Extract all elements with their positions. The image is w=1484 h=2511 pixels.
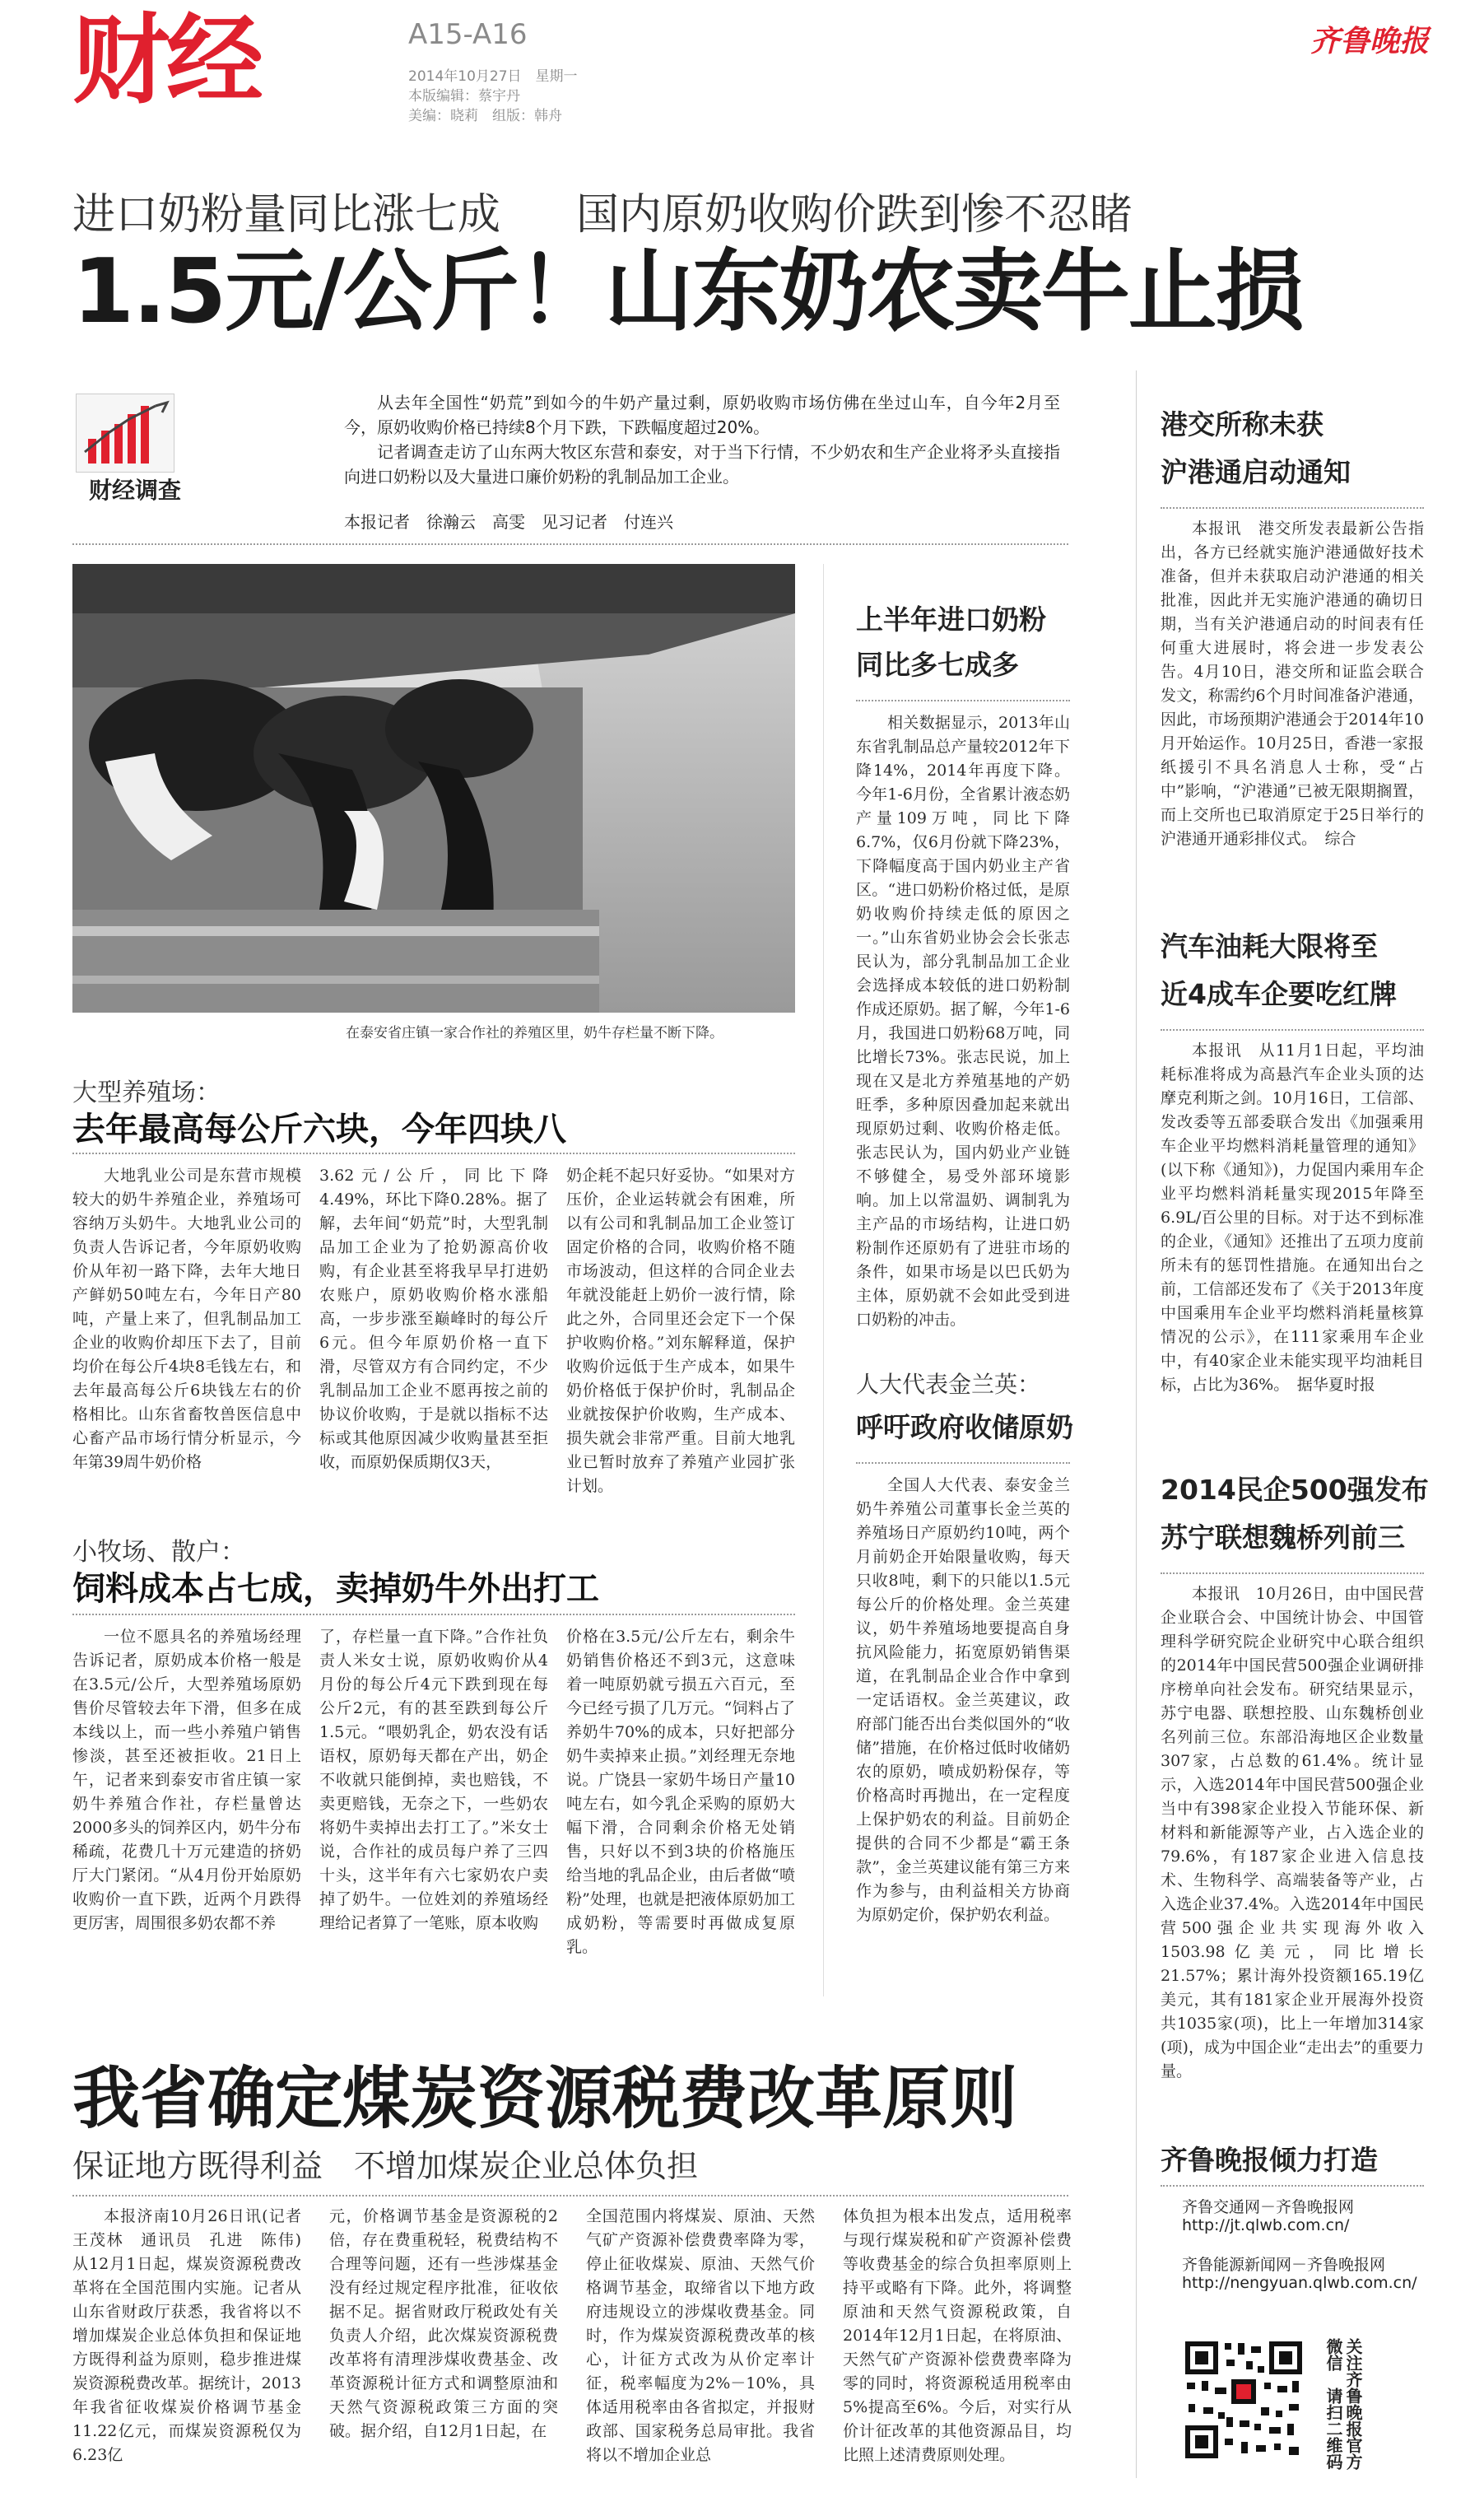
article-paragraph: 本报讯 港交所发表最新公告指出，各方已经就实施沪港通做好技术准备，但并未获取启动沪港通的相关批准，因此并无实施沪港通的确切日期，当有关沪港通启动的时间表有任何重大进展时，将会进一步发表公告。4月10日，港交所和证监会联合发文，称需约6个月时间准备沪港通，因此，市场预期沪港通会于2014年10月开始运作。10月25日，香港一家报纸援引不具名消息人士称，受“占中”影响，“沪港通”已被无限期搁置，而上交所也已取消原定于25日举行的沪港通开通彩排仪式。 综合 [1161,519,1424,848]
lead-byline: 本报记者 徐瀚云 高雯 见习记者 付连兴 [344,512,673,532]
article-column [566,1625,795,1987]
article-paragraph: 奶企耗不起只好妥协。“如果对方压价，企业运转就会有困难，所以有公司和乳制品加工企业签订固定价格的合同，收购价格不随市场波动，但这样的合同企业去年就没能赶上奶价一波行情，除此之外，合同里还会定下一个保护收购价格。”刘东解释道，保护收购价远低于生产成本，如果牛奶价格低于保护价时，乳制品企业就按保护价收购，生产成本、损失就会非常严重。目前大地乳业已暂时放弃了养殖产业园扩张计划。 [566,1167,795,1495]
survey-label: 财经调查 [89,477,182,504]
article-paragraph: 本报讯 从11月1日起，平均油耗标准将成为高悬汽车企业头顶的达摩克利斯之剑。10月16日，工信部、发改委等五部委联合发出《加强乘用车企业平均燃料消耗量管理的通知》(以下称《通知》)，力促国内乘用车企业平均燃料消耗量实现2015年降至6.9L/百公里的目标。对于达不到标准的企业，《通知》还推出了五项力度前所未有的惩罚性措施。在通知出台之前，工信部还发布了《关于2013年度中国乘用车企业平均燃料消耗量核算情况的公示》，在111家乘用车企业中，有40家企业未能实现平均油耗目标，占比为36%。 据华夏时报 [1161,1041,1424,1394]
article-column [329,2205,558,2493]
divider [72,1153,795,1154]
lead-headline: 1.5元/公斤！山东奶农卖牛止损 [72,240,1303,343]
article-paragraph: 3.62元/公斤，同比下降4.49%，环比下降0.28%。据了解，去年间“奶荒”时，大型乳制品加工企业为了抢奶源高价收购，有企业甚至将我早早打进奶农账户，原奶收购价格水涨船高，一步步涨至巅峰时的每公斤6元。但今年原奶价格一直下滑，尽管双方有合同约定，不少乳制品加工企业不愿再按之前的协议价收购，于是就以指标不达标或其他原因减少收购量甚至拒收，而原奶保质期仅3天， [319,1167,548,1471]
article-column [72,1164,301,1493]
divider [1161,2185,1424,2187]
article-column [319,1625,548,1987]
issue-date: 2014年10月27日 星期一 [408,68,578,85]
divider [1161,507,1424,509]
article-column [843,2205,1072,2493]
brief-title: 苏宁联想魏桥列前三 [1161,1521,1405,1554]
divider [72,2195,1068,2197]
promo-title: 齐鲁晚报倾力打造 [1161,2144,1378,2176]
article-paragraph: 本报讯 10月26日，由中国民营企业联合会、中国统计协会、中国管理科学研究院企业研究中心联合组织的2014年中国民营500强企业调研排序榜单向社会发布。研究结果显示，苏宁电器、联想控股、山东魏桥创业名列前三位。东部沿海地区企业数量307家，占总数的61.4%。统计显示，入选2014年中国民营500强企业当中有398家企业投入节能环保、新材料和新能源等产业，占入选企业的79.6%，有187家企业进入信息技术、生物科学、高端装备等产业，占入选企业37.4%。入选2014年中国民营500强企业共实现海外收入1503.98亿美元，同比增长21.57%；累计海外投资额165.19亿美元，其有181家企业开展海外投资共1035家(项)，比上一年增加314家(项)，成为中国企业“走出去”的重要力量。 [1161,1585,1424,2080]
qr-caption: 关注齐鲁晚报官方微信 请扫二维码 [1324,2338,1363,2470]
brief-title: 近4成车企要吃红牌 [1161,978,1397,1010]
coal-subhead: 保证地方既得利益 不增加煤炭企业总体负担 [72,2148,699,2184]
sidebar-title: 呼吁政府收储原奶 [856,1411,1073,1443]
section-title: 财经 [72,3,261,117]
sidebar-kicker: 人大代表金兰英： [856,1371,1041,1398]
promo-url[interactable]: http://jt.qlwb.com.cn/ [1182,2216,1350,2234]
section-title: 饲料成本占七成，卖掉奶牛外出打工 [72,1570,599,1608]
article-paragraph: 价格在3.5元/公斤左右，剩余牛奶销售价格还不到3元，这意味着一吨原奶就亏损五六百元，至今已经亏损了几万元。“饲料占了养奶牛70%的成本，只好把部分奶牛卖掉来止损。”刘经理无奈地说。广饶县一家奶牛场日产量10吨左右，如今乳企采购的原奶大幅下滑，合同剩余价格无处销售，只好以不到3块的价格施压给当地的乳品企业，由后者做“喷粉”处理，也就是把液体原奶加工成奶粉，等需要时再做成复原乳。 [566,1628,795,1956]
brief-title: 港交所称未获 [1161,408,1324,440]
sidebar-text [856,1474,1070,2001]
promo-url[interactable]: http://nengyuan.qlwb.com.cn/ [1182,2274,1417,2292]
news-photo [72,564,795,1013]
sidebar-title: 同比多七成多 [856,649,1019,681]
page-editor: 本版编辑：蔡宇丹 [408,88,520,105]
photo-caption: 在泰安省庄镇一家合作社的养殖区里，奶牛存栏量不断下降。 [346,1025,723,1041]
brief-title: 2014民企500强发布 [1161,1474,1429,1506]
article-paragraph: 相关数据显示，2013年山东省乳制品总产量较2012年下降14%，2014年再度下降。今年1-6月份，全省累计液态奶产量109万吨，同比下降6.7%，仅6月份就下降23%，下降幅度高于国内奶业主产省区。“进口奶粉价格过低，是原奶收购价持续走低的原因之一。”山东省奶业协会会长张志民认为，部分乳制品加工企业会选择成本较低的进口奶粉制作成还原奶。据了解，今年1-6月，我国进口奶粉68万吨，同比增长73%。张志民说，加上现在又是北方养殖基地的产奶旺季，多种原因叠加起来就出现原奶过剩、收购价格走低。张志民认为，国内奶业产业链不够健全，易受外部环境影响。加上以常温奶、调制乳为主产品的市场结构，让进口奶粉制作还原奶有了进驻市场的条件，如果市场是以巴氏奶为主体，原奶就不会如此受到进口奶粉的冲击。 [856,714,1070,1329]
page-range: A15-A16 [408,18,528,51]
chart-icon [76,394,174,473]
brief-text [1161,1039,1424,1426]
article-column [319,1164,548,1493]
promo-line: 齐鲁能源新闻网－齐鲁晚报网 [1182,2256,1386,2274]
coal-headline: 我省确定煤炭资源税费改革原则 [72,2060,1018,2138]
article-paragraph: 全国范围内将煤炭、原油、天然气矿产资源补偿费费率降为零，停止征收煤炭、原油、天然气价格调节基金，取缔省以下地方政府违规设立的涉煤收费基金。同时，作为煤炭资源税费改革的核心，计征方式改为从价定率计征，税率幅度为2%－10%，具体适用税率由各省拟定，并报财政部、国家税务总局审批。我省将以不增加企业总 [586,2207,815,2464]
divider [72,543,1068,545]
article-column [72,2205,318,2493]
promo-line: 齐鲁交通网－齐鲁晚报网 [1182,2198,1355,2216]
article-paragraph: 了，存栏量一直下降。”合作社负责人米女士说，原奶收购价从4月份的每公斤4元下跌到现在每公斤2元，有的甚至跌到每公斤1.5元。“喂奶乳企，奶农没有话语权，原奶每天都在产出，奶企不收就只能倒掉，卖也赔钱，不卖更赔钱，无奈之下，一些奶农将奶牛卖掉出去打工了。”米女士说，合作社的成员每户养了三四十头，这半年有六七家奶农户卖掉了奶牛。一位姓刘的养殖场经理给记者算了一笔账，原本收购 [319,1628,548,1932]
section-kicker: 小牧场、散户： [72,1538,245,1567]
section-kicker: 大型养殖场： [72,1078,221,1107]
article-column [72,1625,301,1987]
article-paragraph: 一位不愿具名的养殖场经理告诉记者，原奶成本价格一般是在3.5元/公斤，大型养殖场原奶售价尽管较去年下滑，但多在成本线以上，而一些小养殖户销售惨淡，甚至还被拒收。21日上午，记者来到泰安市省庄镇一家奶牛养殖合作社，存栏量曾达2000多头的饲养区内，奶牛分布稀疏，花费几十万元建造的挤奶厅大门紧闭。“从4月份开始原奶收购价一直下跌，近两个月跌得更厉害，周围很多奶农都不养 [72,1628,301,1932]
article-paragraph: 本报济南10月26日讯(记者 王茂林 通讯员 孔进 陈伟) 从12月1日起，煤炭资源税费改革将在全国范围内实施。记者从山东省财政厅获悉，我省将以不增加煤炭企业总体负担和保证地方既得利益为原则，稳步推进煤炭资源税费改革。据统计，2013年我省征收煤炭价格调节基金11.22亿元，而煤炭资源税仅为6.23亿 [72,2207,318,2464]
divider [72,1614,795,1615]
section-title: 去年最高每公斤六块，今年四块八 [72,1111,566,1148]
newspaper-logo: 齐鲁晚报 [1310,24,1430,58]
divider [856,1462,1070,1464]
page-design: 美编：晓莉 组版：韩舟 [408,108,562,124]
qr-code[interactable] [1182,2338,1305,2462]
sidebar-title: 上半年进口奶粉 [856,603,1046,636]
lead-kicker-right: 国内原奶收购价跌到惨不忍睹 [576,190,1133,240]
divider [1161,1572,1424,1574]
brief-title: 汽车油耗大限将至 [1161,930,1378,962]
masthead [0,0,1484,123]
article-column [586,2205,815,2493]
divider [856,700,1070,701]
brief-text [1161,1582,1424,2093]
brief-title: 沪港通启动通知 [1161,456,1351,488]
article-paragraph: 大地乳业公司是东营市规模较大的奶牛养殖企业，养殖场可容纳万头奶牛。大地乳业公司的负责人告诉记者，今年原奶收购价从年初一路下降，去年大地日产鲜奶50吨左右，今年日产80吨，产量上来了，但乳制品加工企业的收购价却压下去了，目前均价在每公斤4块8毛钱左右，和去年最高每公斤6块钱左右的价格相比。山东省畜牧兽医信息中心畜产品市场行情分析显示，今年第39周牛奶价格 [72,1167,301,1471]
lead-kicker-left: 进口奶粉量同比涨七成 [72,190,501,240]
article-column [566,1164,795,1493]
lead-intro [344,390,1060,489]
lead-intro-paragraph: 从去年全国性“奶荒”到如今的牛奶产量过剩，原奶收购市场仿佛在坐过山车，自今年2月至今，原奶收购价格已持续8个月下跌，下跌幅度超过20%。 [344,393,1060,437]
column-rule [1136,370,1137,2478]
article-paragraph: 体负担为根本出发点，适用税率与现行煤炭税和矿产资源补偿费等收费基金的综合负担率原则上持平或略有下降。此外，将调整原油和天然气资源税政策，自2014年12月1日起，在将原油、天然气矿产资源补偿费费率降为零的同时，将资源税适用税率由5%提高至6%。今后，对实行从价计征改革的其他资源品目，均比照上述清费原则处理。 [843,2207,1072,2464]
article-paragraph: 全国人大代表、泰安金兰奶牛养殖公司董事长金兰英的养殖场日产原奶约10吨，两个月前奶企开始限量收购，每天只收8吨，剩下的只能以1.5元每公斤的价格处理。金兰英建议，奶牛养殖场地要提高自身抗风险能力，拓宽原奶销售渠道，在乳制品企业合作中拿到一定话语权。金兰英建议，政府部门能否出台类似国外的“收储”措施，在价格过低时收储奶农的原奶，喷成奶粉保存，等价格高时再抛出，在一定程度上保护奶农的利益。目前奶企提供的合同不少都是“霸王条款”，金兰英建议能有第三方来作为参与，由利益相关方协商为原奶定价，保护奶农利益。 [856,1476,1070,1924]
article-paragraph: 元，价格调节基金是资源税的2倍，存在费重税轻，税费结构不合理等问题，还有一些涉煤基金没有经过规定程序批准，征收依据不足。据省财政厅税政处有关负责人介绍，此次煤炭资源税费改革将有清理涉煤收费基金、改革资源税计征方式和调整原油和天然气资源税政策三方面的突破。据介绍，自12月1日起，在 [329,2207,558,2440]
lead-intro-paragraph: 记者调查走访了山东两大牧区东营和泰安，对于当下行情，不少奶农和生产企业将矛头直接指向进口奶粉以及大量进口廉价奶粉的乳制品加工企业。 [344,442,1060,487]
sidebar-text [856,711,1070,1353]
divider [1161,1029,1424,1031]
brief-text [1161,517,1424,879]
